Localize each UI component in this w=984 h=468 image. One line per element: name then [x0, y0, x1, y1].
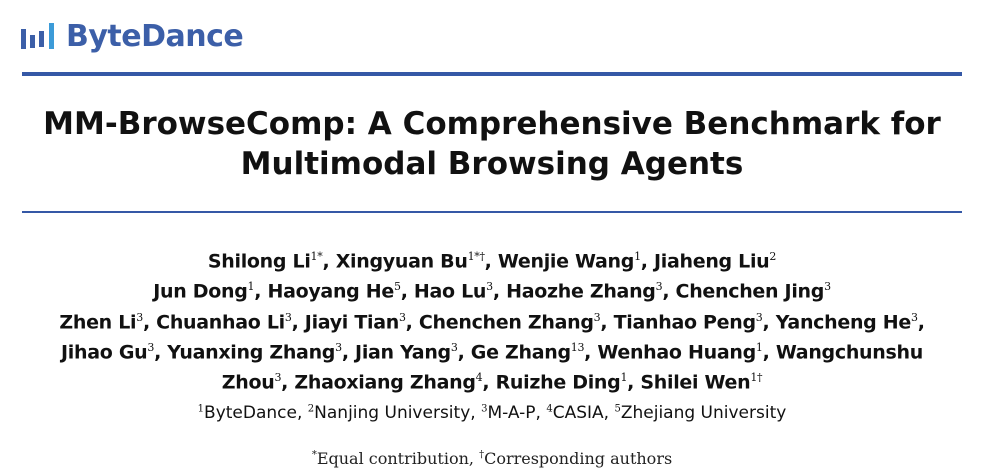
bytedance-logo	[20, 18, 243, 54]
author-line: Jihao Gu$^3$, Yuanxing Zhang$^3$, Jian Yang$^3$, Ge Zhang$^{13}$, Wenhao Huang$^1$, Wangchunshu	[61, 340, 923, 364]
author-affiliation-mark: 1*†	[467, 250, 485, 263]
affiliation-name: ByteDance	[204, 403, 297, 423]
author-affiliation-mark: 1	[755, 340, 763, 354]
author-name: Jiaheng Liu	[654, 250, 770, 273]
affiliation-number: 5	[614, 403, 621, 415]
affiliation-number: 3	[481, 403, 488, 415]
author-name: Chuanhao Li	[156, 310, 285, 333]
author-name: Wenjie Wang	[497, 250, 635, 273]
author-name: Tianhao Peng	[613, 310, 756, 333]
author-affiliation-mark: 3	[911, 310, 918, 324]
author-name: Ruizhe Ding	[495, 371, 621, 394]
author-name: Wangchunshu	[775, 341, 923, 364]
author-line: Jun Dong$^1$, Haoyang He$^5$, Hao Lu$^3$, Haozhe Zhang$^3$, Chenchen Jing$^3$	[153, 280, 831, 303]
corresponding-note: Corresponding authors	[484, 449, 673, 468]
author-name: Zhaoxiang Zhang	[294, 371, 476, 394]
author-affiliation-mark: 3	[136, 310, 143, 324]
equal-contribution-note: Equal contribution,	[316, 449, 480, 468]
author-affiliation-mark: 3	[398, 310, 406, 324]
author-name: Hao Lu	[413, 280, 487, 303]
author-name: Yuanxing Zhang	[167, 341, 336, 364]
author-affiliation-mark: 3	[274, 371, 282, 385]
author-list	[0, 244, 984, 396]
author-name: Ge Zhang	[470, 341, 571, 364]
author-line: Shilong $Li^{1*}$, Xingyuan $Bu^{1*\dagger}$, Wenjie Wang$^1$, Jiaheng Liu$^2$	[207, 250, 777, 273]
affiliation-number: 1	[197, 403, 205, 415]
author-name: Wenhao Huang	[597, 341, 756, 364]
affiliation-number: 2	[307, 403, 315, 415]
author-affiliation-mark: 1†	[750, 371, 763, 385]
title-rule	[22, 211, 962, 213]
affiliation-name: Zhejiang University	[620, 403, 787, 423]
paper-title	[0, 104, 984, 184]
title-line-1: MM-BrowseComp: A Comprehensive Benchmark for	[43, 106, 941, 142]
affiliation-name: M-A-P	[487, 403, 536, 423]
header-rule	[22, 72, 962, 76]
author-name: Chenchen Jing	[675, 280, 825, 303]
author-name: Jiayi Tian	[304, 310, 399, 333]
author-name: Jian Yang	[355, 341, 451, 364]
author-name: Zhen Li	[59, 310, 137, 333]
author-affiliation-mark: 3	[284, 310, 292, 324]
author-affiliation-mark: 4	[475, 371, 483, 385]
author-name: Shilong Li	[207, 250, 311, 273]
author-affiliation-mark: 3	[486, 280, 493, 294]
affiliations: $^1$ByteDance, $^2$Nanjing University, $^3$M-A-P, $^4$CASIA, $^5$Zhejiang University	[197, 403, 787, 423]
author-line: Zhou$^3$, Zhaoxiang Zhang$^4$, Ruizhe Ding$^1$, Shilei Wen$^{1\dagger}$	[221, 371, 763, 394]
equal-mark: *	[311, 449, 317, 461]
author-name: Haoyang He	[267, 280, 394, 303]
author-affiliation-mark: 1*	[310, 250, 323, 263]
author-name: Yancheng He	[775, 310, 911, 333]
author-name: Jihao Gu	[61, 341, 148, 364]
author-name: Haozhe Zhang	[506, 280, 656, 303]
author-affiliation-mark: 3	[755, 310, 763, 324]
author-affiliation-mark: 3	[824, 280, 831, 294]
author-affiliation-mark: 3	[147, 340, 155, 354]
author-affiliation-mark: 1	[634, 250, 641, 263]
affiliation-number: 4	[546, 403, 553, 415]
author-affiliation-mark: 1	[247, 280, 255, 294]
author-name: Zhou	[221, 371, 275, 394]
corresponding-mark: †	[479, 449, 485, 461]
brand-name: ByteDance	[66, 18, 244, 54]
affiliation-name: Nanjing University	[314, 403, 471, 423]
author-name: Xingyuan Bu	[335, 250, 468, 273]
author-affiliation-mark: 2	[769, 250, 777, 263]
author-affiliation-mark: 1	[620, 371, 628, 385]
author-name: Shilei Wen	[640, 371, 751, 394]
author-name: Chenchen Zhang	[418, 310, 594, 333]
bytedance-bars-icon	[20, 21, 58, 51]
author-name: Jun Dong	[153, 280, 248, 303]
author-affiliation-mark: 3	[593, 310, 601, 324]
author-line: Zhen Li$^3$, Chuanhao Li$^3$, Jiayi Tian$^3$, Chenchen Zhang$^3$, Tianhao Peng$^3$, Yancheng He$^3$,	[59, 310, 925, 333]
author-affiliation-mark: 13	[570, 340, 585, 354]
affiliation-name: CASIA	[552, 403, 604, 423]
author-affiliation-mark: 3	[335, 340, 342, 354]
author-affiliation-mark: 3	[450, 340, 458, 354]
title-line-2: Multimodal Browsing Agents	[240, 146, 744, 182]
author-affiliation-mark: 3	[655, 280, 663, 294]
author-affiliation-mark: 5	[393, 280, 401, 294]
